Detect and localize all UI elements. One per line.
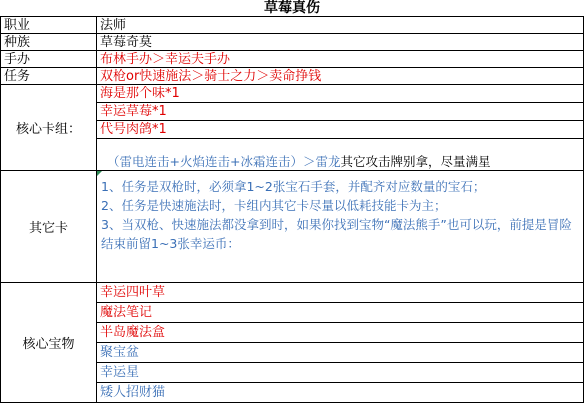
other-cards-text[interactable] bbox=[96, 170, 584, 283]
treasure-red-3[interactable]: 半岛魔法盒 bbox=[96, 322, 584, 343]
core-card-3[interactable]: 代号肉鸽*1 bbox=[96, 120, 584, 139]
value-race[interactable]: 草莓奇莫 bbox=[96, 33, 584, 51]
label-job[interactable]: 职业 bbox=[0, 16, 97, 34]
other-cards-line-1: 1、任务是双枪时，必须拿1~2张宝石手套，并配齐对应数量的宝石； bbox=[101, 179, 486, 194]
value-job[interactable]: 法师 bbox=[96, 16, 584, 34]
sheet-title[interactable]: 草莓真伤 bbox=[0, 0, 584, 17]
treasure-red-1[interactable]: 幸运四叶草 bbox=[96, 282, 584, 303]
other-cards-line-3: 3、当双枪、快速施法都没拿到时，如果你找到宝物“魔法熊手”也可以玩，前提是冒险结束前留1~3张幸运币： bbox=[101, 217, 572, 251]
label-helper[interactable]: 手办 bbox=[0, 50, 97, 68]
core-cards-note[interactable] bbox=[96, 138, 584, 171]
core-card-2[interactable]: 幸运草莓*1 bbox=[96, 102, 584, 121]
core-cards-note-black: 其它攻击牌别拿，尽量满星 bbox=[340, 154, 491, 169]
label-other-cards[interactable]: 其它卡 bbox=[0, 170, 97, 283]
label-core-cards[interactable]: 核心卡组： bbox=[0, 84, 97, 171]
treasure-blue-2[interactable]: 幸运星 bbox=[96, 362, 584, 383]
label-race[interactable]: 种族 bbox=[0, 33, 97, 51]
treasure-blue-3[interactable]: 矮人招财猫 bbox=[96, 382, 584, 403]
core-card-1[interactable]: 海是那个味*1 bbox=[96, 84, 584, 103]
label-core-treasures[interactable]: 核心宝物 bbox=[0, 282, 97, 403]
core-cards-note-blue: （雷电连击+火焰连击+冰霜连击）＞雷龙 bbox=[107, 154, 341, 169]
cell-comment-marker bbox=[97, 171, 102, 176]
other-cards-line-2: 2、任务是快速施法时，卡组内其它卡尽量以低耗技能卡为主； bbox=[101, 198, 447, 213]
value-task[interactable]: 双枪or快速施法＞骑士之力＞卖命挣钱 bbox=[96, 67, 584, 85]
value-helper[interactable]: 布林手办＞幸运夫手办 bbox=[96, 50, 584, 68]
treasure-blue-1[interactable]: 聚宝盆 bbox=[96, 342, 584, 363]
label-task[interactable]: 任务 bbox=[0, 67, 97, 85]
treasure-red-2[interactable]: 魔法笔记 bbox=[96, 302, 584, 323]
